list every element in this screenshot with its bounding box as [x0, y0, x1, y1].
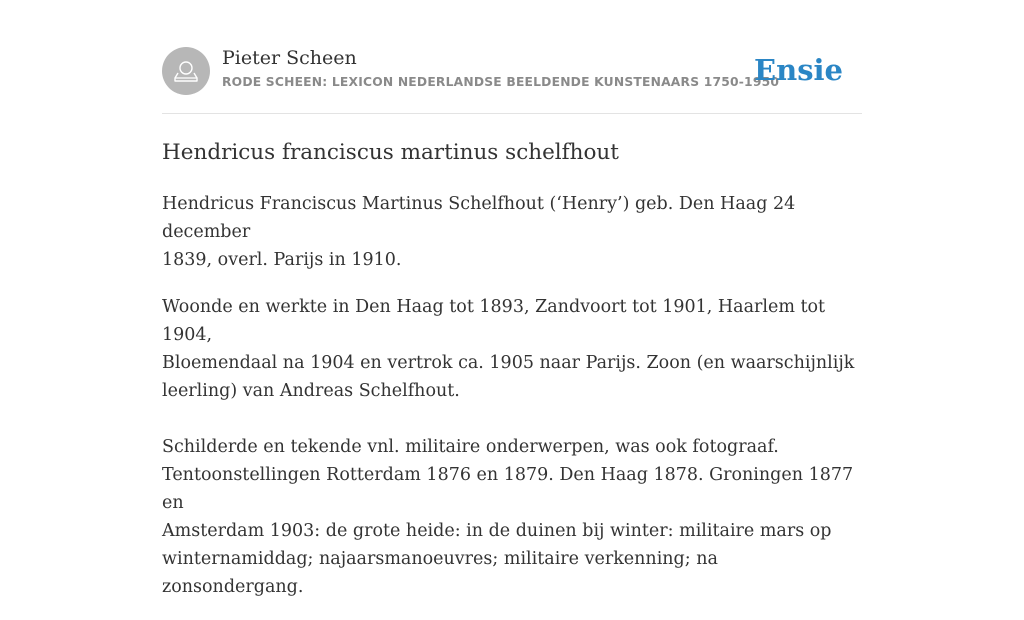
article-paragraph: Hendricus Franciscus Martinus Schelfhout (‘Henry’) geb. Den Haag 24 december 1839, overl. Parijs in 1910.: [162, 194, 796, 270]
author-avatar[interactable]: [162, 47, 210, 95]
article-body: [162, 190, 862, 620]
article-title: Hendricus franciscus martinus schelfhout: [162, 140, 619, 165]
user-silhouette-icon: [162, 47, 210, 95]
article-header: [162, 46, 862, 96]
article-paragraph: Woonde en werkte in Den Haag tot 1893, Zandvoort tot 1901, Haarlem tot 1904, Bloemendaal na 1904 en vertrok ca. 1905 naar Parijs. Zoon (en waarschijnlijk leerling) van Andreas Schelfhout. Schilderde en tekende vnl. militaire onderwerpen, was ook fotograaf. Tentoonstellingen Rotterdam 1876 en 1879. Den Haag 1878. Groningen 1877 en Amsterdam 1903: de grote heide: in de duinen bij winter: militaire mars op winternamiddag; najaarsmanoeuvres; militaire verkenning; na zonsondergang.: [162, 297, 855, 597]
ensie-logo[interactable]: Ensie: [754, 53, 843, 87]
source-label[interactable]: RODE SCHEEN: LEXICON NEDERLANDSE BEELDENDE KUNSTENAARS 1750-1950: [222, 75, 780, 89]
header-divider: [162, 113, 862, 114]
author-name[interactable]: Pieter Scheen: [222, 47, 357, 69]
